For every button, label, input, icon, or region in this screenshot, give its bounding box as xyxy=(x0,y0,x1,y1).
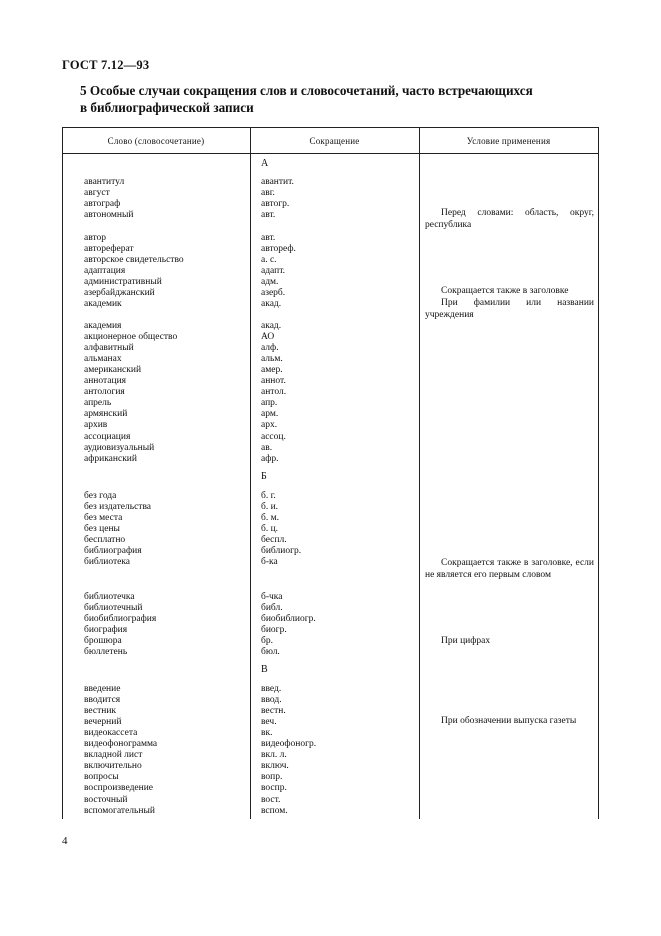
abbreviation-cell: акад. xyxy=(261,321,282,331)
abbreviation-cell: ав. xyxy=(261,442,273,453)
abbreviation-cell: включ. xyxy=(261,761,289,772)
word-cell: адаптация xyxy=(84,266,126,277)
abbreviation-cell: а. с. xyxy=(261,255,277,266)
abbreviation-cell: автогр. xyxy=(261,199,290,210)
abbreviation-cell: арм. xyxy=(261,409,279,420)
abbreviation-cell: авт. xyxy=(261,210,276,221)
word-cell: апрель xyxy=(84,398,112,409)
abbreviation-cell: видеофоногр. xyxy=(261,739,317,750)
word-cell: восточный xyxy=(84,794,128,805)
column-header-word: Слово (словосочетание) xyxy=(107,136,205,146)
word-cell: автореферат xyxy=(84,244,134,255)
word-cell: видеофонограмма xyxy=(84,739,158,750)
word-cell: включительно xyxy=(84,761,142,772)
word-cell: биография xyxy=(84,625,128,636)
word-cell: аннотация xyxy=(84,376,127,387)
abbreviation-cell: б-чка xyxy=(261,592,283,602)
word-cell: бюллетень xyxy=(84,647,128,658)
abbreviation-cell: биобиблиогр. xyxy=(261,614,316,625)
word-cell: воспроизведение xyxy=(84,783,154,794)
word-cell: азербайджанский xyxy=(84,288,155,299)
word-cell: альманах xyxy=(84,354,122,365)
abbreviation-cell: апр. xyxy=(261,398,278,409)
word-cell: без цены xyxy=(84,524,120,535)
abbreviation-cell: антол. xyxy=(261,387,287,398)
table-left-border xyxy=(62,127,63,819)
abbreviation-cell: альм. xyxy=(261,354,283,365)
word-cell: август xyxy=(84,188,110,199)
abbreviation-cell: вост. xyxy=(261,794,281,805)
document-code: ГОСТ 7.12—93 xyxy=(62,58,150,72)
abbreviation-cell: акад. xyxy=(261,299,282,310)
abbreviation-cell: веч. xyxy=(261,717,277,728)
word-cell: бесплатно xyxy=(84,535,126,546)
section-title-line2: в библиографической записи xyxy=(80,100,254,115)
word-cell: армянский xyxy=(84,409,128,420)
abbreviation-cell: введ. xyxy=(261,684,282,694)
abbreviation-cell: бр. xyxy=(261,636,273,647)
abbreviation-cell: библиогр. xyxy=(261,546,302,557)
abbreviation-cell: б. г. xyxy=(261,491,276,501)
word-cell: академик xyxy=(84,299,122,310)
word-cell: библиотека xyxy=(84,557,131,568)
word-cell: без года xyxy=(84,491,117,501)
abbreviation-cell: арх. xyxy=(261,420,278,431)
abbreviation-cell: вопр. xyxy=(261,772,283,783)
condition-broshyura: При цифрах xyxy=(441,636,491,646)
condition-administrativny: Сокращается также в заголовке xyxy=(441,286,569,296)
word-cell: вечерний xyxy=(84,717,122,728)
word-cell: акционерное общество xyxy=(84,332,178,343)
word-cell: авантитул xyxy=(84,177,125,187)
word-cell: библиотечка xyxy=(84,592,135,602)
section-title-line1: 5 Особые случаи сокращения слов и словосочетаний, часто встречающихся xyxy=(80,83,533,98)
word-cell: библиотечный xyxy=(84,603,143,614)
abbreviation-cell: бюл. xyxy=(261,647,280,658)
word-cell: брошюра xyxy=(84,636,122,647)
word-cell: аудиовизуальный xyxy=(84,442,155,453)
word-cell: административный xyxy=(84,277,162,288)
word-cell: архив xyxy=(84,420,108,431)
word-cell: автономный xyxy=(84,210,134,221)
word-cell: африканский xyxy=(84,453,137,464)
abbreviation-cell: адм. xyxy=(261,277,279,288)
word-cell: алфавитный xyxy=(84,343,134,354)
word-cell: авторское свидетельство xyxy=(84,255,184,266)
abbreviation-cell: ввод. xyxy=(261,695,282,706)
abbreviation-cell: авантит. xyxy=(261,177,294,187)
word-cell: автограф xyxy=(84,199,121,210)
word-cell: видеокассета xyxy=(84,728,138,739)
table-right-border xyxy=(598,127,599,819)
word-cell: американский xyxy=(84,365,142,376)
section-title xyxy=(80,82,620,116)
word-cell: антология xyxy=(84,387,125,398)
abbreviation-cell: б. ц. xyxy=(261,524,279,535)
word-cell: вестник xyxy=(84,706,117,717)
word-cell: без издательства xyxy=(84,502,152,513)
table-column-divider-1 xyxy=(250,127,251,819)
letter-heading-v: В xyxy=(261,664,268,675)
abbreviation-cell: автореф. xyxy=(261,244,296,255)
abbreviation-cell: воспр. xyxy=(261,783,287,794)
abbreviation-cell: б. и. xyxy=(261,502,279,513)
word-cell: биобиблиография xyxy=(84,614,157,625)
abbreviation-cell: аннот. xyxy=(261,376,286,387)
abbreviation-cell: авт. xyxy=(261,233,276,243)
letter-heading-a: А xyxy=(261,158,269,169)
table-header-divider xyxy=(62,153,599,154)
word-cell: академия xyxy=(84,321,122,331)
condition-akademik: При фамилии или названии учреждения xyxy=(425,298,594,320)
abbreviation-cell: алф. xyxy=(261,343,279,354)
abbreviation-cell: б-ка xyxy=(261,557,278,568)
word-cell: введение xyxy=(84,684,121,694)
word-cell: вспомогательный xyxy=(84,805,155,816)
abbreviation-cell: адапт. xyxy=(261,266,286,277)
column-header-condition: Условие применения xyxy=(466,136,551,146)
abbreviation-cell: амер. xyxy=(261,365,283,376)
abbreviation-cell: авг. xyxy=(261,188,275,199)
condition-avtonomny: Перед словами: область, округ, республика xyxy=(425,208,594,230)
abbreviation-cell: библ. xyxy=(261,603,283,614)
word-cell: ассоциация xyxy=(84,431,131,442)
abbreviation-cell: афр. xyxy=(261,453,279,464)
abbreviation-cell: вестн. xyxy=(261,706,286,717)
abbreviation-cell: б. м. xyxy=(261,513,279,524)
table-column-divider-2 xyxy=(419,127,420,819)
table-top-border xyxy=(62,127,599,128)
column-header-abbreviation: Сокращение xyxy=(309,136,360,146)
condition-vecherny: При обозначении выпуска газеты xyxy=(441,716,577,726)
word-cell: вводится xyxy=(84,695,121,706)
word-cell: вкладной лист xyxy=(84,750,143,761)
word-cell: без места xyxy=(84,513,123,524)
abbreviation-cell: АО xyxy=(261,332,275,343)
letter-heading-b: Б xyxy=(261,471,267,482)
word-cell: вопросы xyxy=(84,772,119,783)
abbreviation-cell: вкл. л. xyxy=(261,750,287,761)
condition-biblioteka: Сокращается также в заголовке, если не является его первым словом xyxy=(425,558,594,580)
word-cell: автор xyxy=(84,233,106,243)
abbreviation-cell: беспл. xyxy=(261,535,287,546)
abbreviation-cell: азерб. xyxy=(261,288,286,299)
page-number: 4 xyxy=(62,835,68,847)
word-cell: библиография xyxy=(84,546,142,557)
abbreviation-cell: вк. xyxy=(261,728,273,739)
abbreviation-cell: вспом. xyxy=(261,805,288,816)
abbreviation-cell: ассоц. xyxy=(261,431,286,442)
abbreviation-cell: биогр. xyxy=(261,625,287,636)
